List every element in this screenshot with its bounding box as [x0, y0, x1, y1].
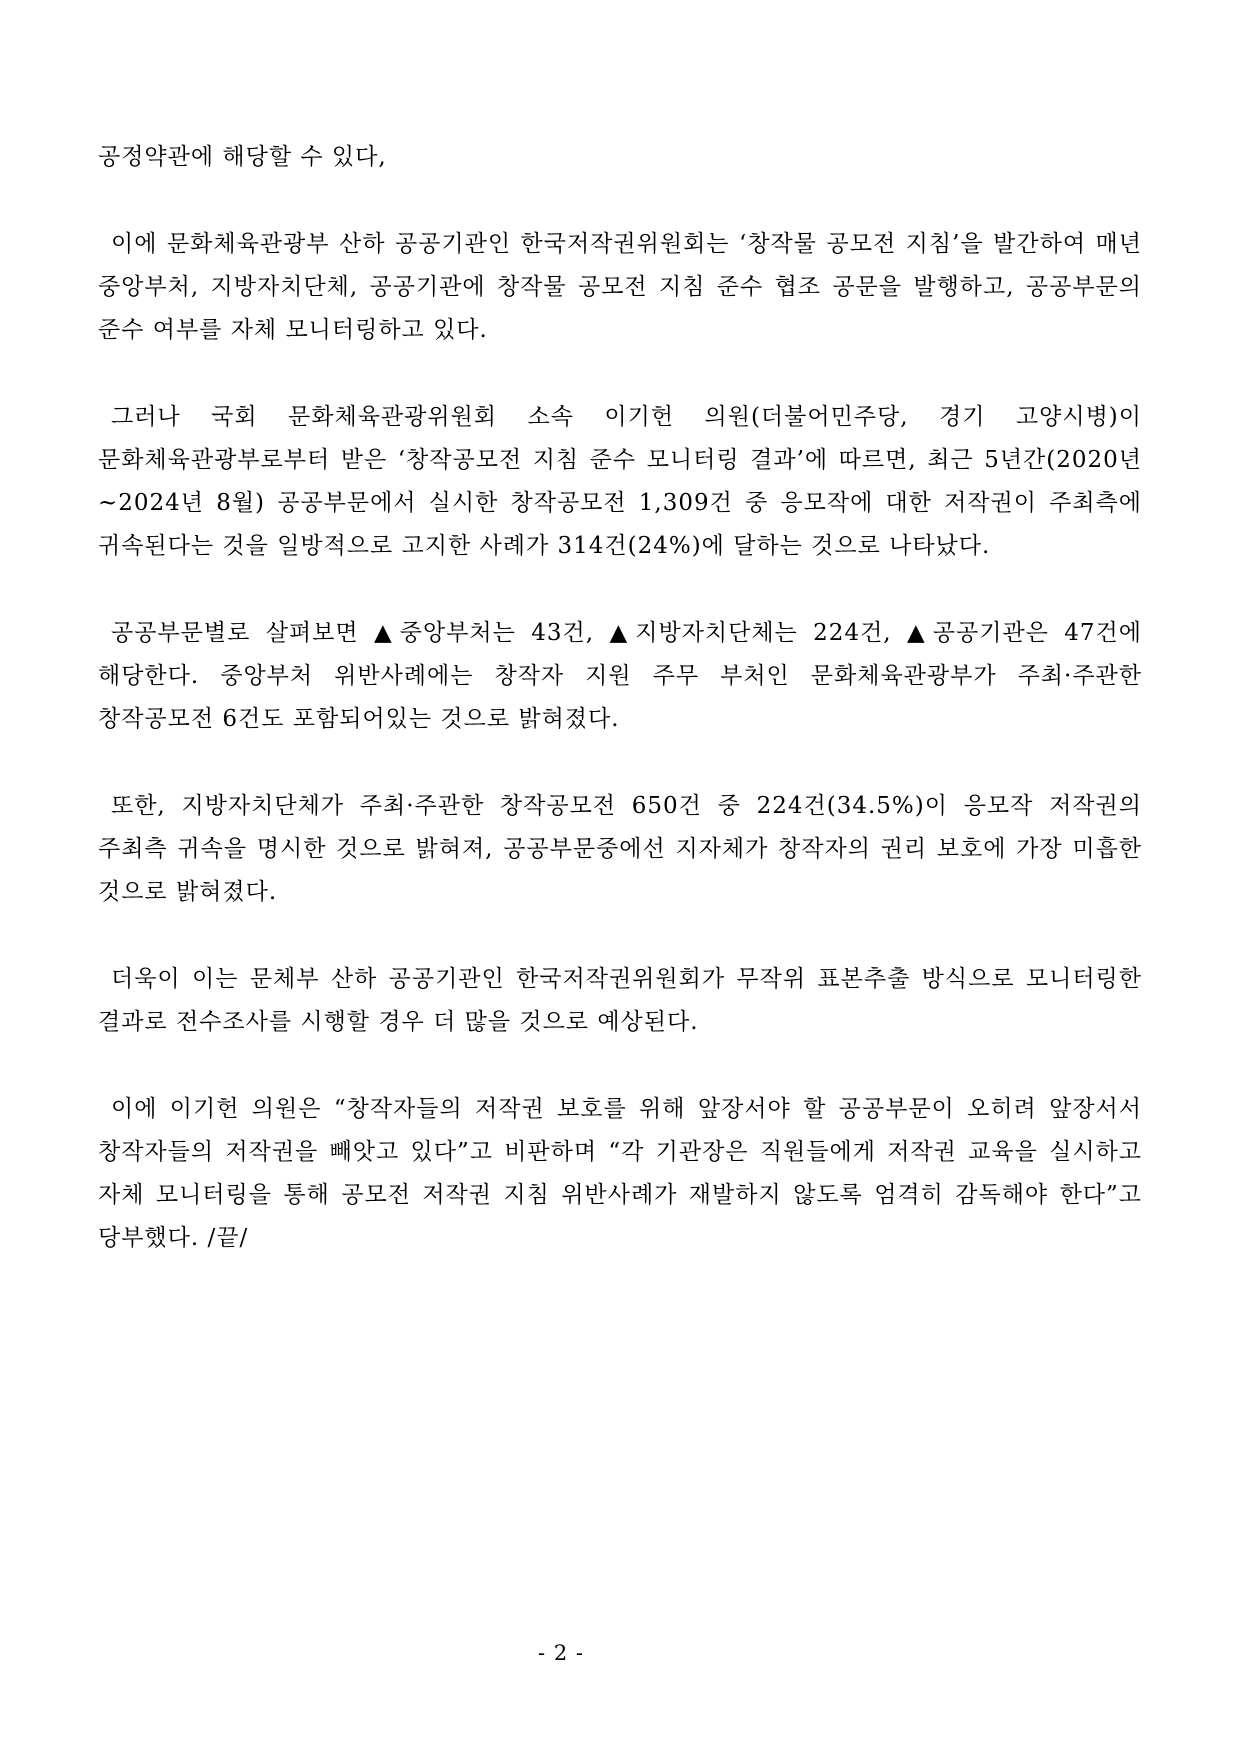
paragraph-sampling-note: 더욱이 이는 문체부 산하 공공기관인 한국저작권위원회가 무작위 표본추출 방식으로 모니터링한 결과로 전수조사를 시행할 경우 더 많을 것으로 예상된다. [98, 966, 1142, 1035]
paragraph-closing-quote: 이에 이기헌 의원은 “창작자들의 저작권 보호를 위해 앞장서야 할 공공부문이 오히려 앞장서서 창작자들의 저작권을 빼앗고 있다”고 비판하며 “각 기관장은 직원들에게 저작권 교육을 실시하고 자체 모니터링을 통해 공모전 저작권 지침 위반사례가 재발하지 않도록 엄격히 감독해야 한다”고 당부했다. /끝/ [98, 1096, 1142, 1251]
paragraph-fair-terms: 공정약관에 해당할 수 있다, [98, 144, 387, 170]
paragraph-local-government: 또한, 지방자치단체가 주최·주관한 창작공모전 650건 중 224건(34.5%)이 응모작 저작권의 주최측 귀속을 명시한 것으로 밝혀져, 공공부문중에선 지자체가 창작자의 권리 보호에 가장 미흡한 것으로 밝혀졌다. [98, 793, 1142, 905]
page-number: - 2 - [538, 1641, 584, 1665]
paragraph-monitoring-result: 그러나 국회 문화체육관광위원회 소속 이기헌 의원(더불어민주당, 경기 고양시병)이 문화체육관광부로부터 받은 ‘창작공모전 지침 준수 모니터링 결과’에 따르면, 최근 5년간(2020년~2024년 8월) 공공부문에서 실시한 창작공모전 1,309건 중 응모작에 대한 저작권이 주최측에 귀속된다는 것을 일방적으로 고지한 사례가 314건(24%)에 달하는 것으로 나타났다. [98, 404, 1142, 559]
paragraph-sector-breakdown: 공공부문별로 살펴보면 ▲중앙부처는 43건, ▲지방자치단체는 224건, ▲공공기관은 47건에 해당한다. 중앙부처 위반사례에는 창작자 지원 주무 부처인 문화체육관광부가 주최·주관한 창작공모전 6건도 포함되어있는 것으로 밝혀졌다. [98, 620, 1142, 732]
paragraph-guideline-publication: 이에 문화체육관광부 산하 공공기관인 한국저작권위원회는 ‘창작물 공모전 지침’을 발간하여 매년 중앙부처, 지방자치단체, 공공기관에 창작물 공모전 지침 준수 협조 공문을 발행하고, 공공부문의 준수 여부를 자체 모니터링하고 있다. [98, 231, 1142, 343]
document-body [98, 136, 1142, 1304]
